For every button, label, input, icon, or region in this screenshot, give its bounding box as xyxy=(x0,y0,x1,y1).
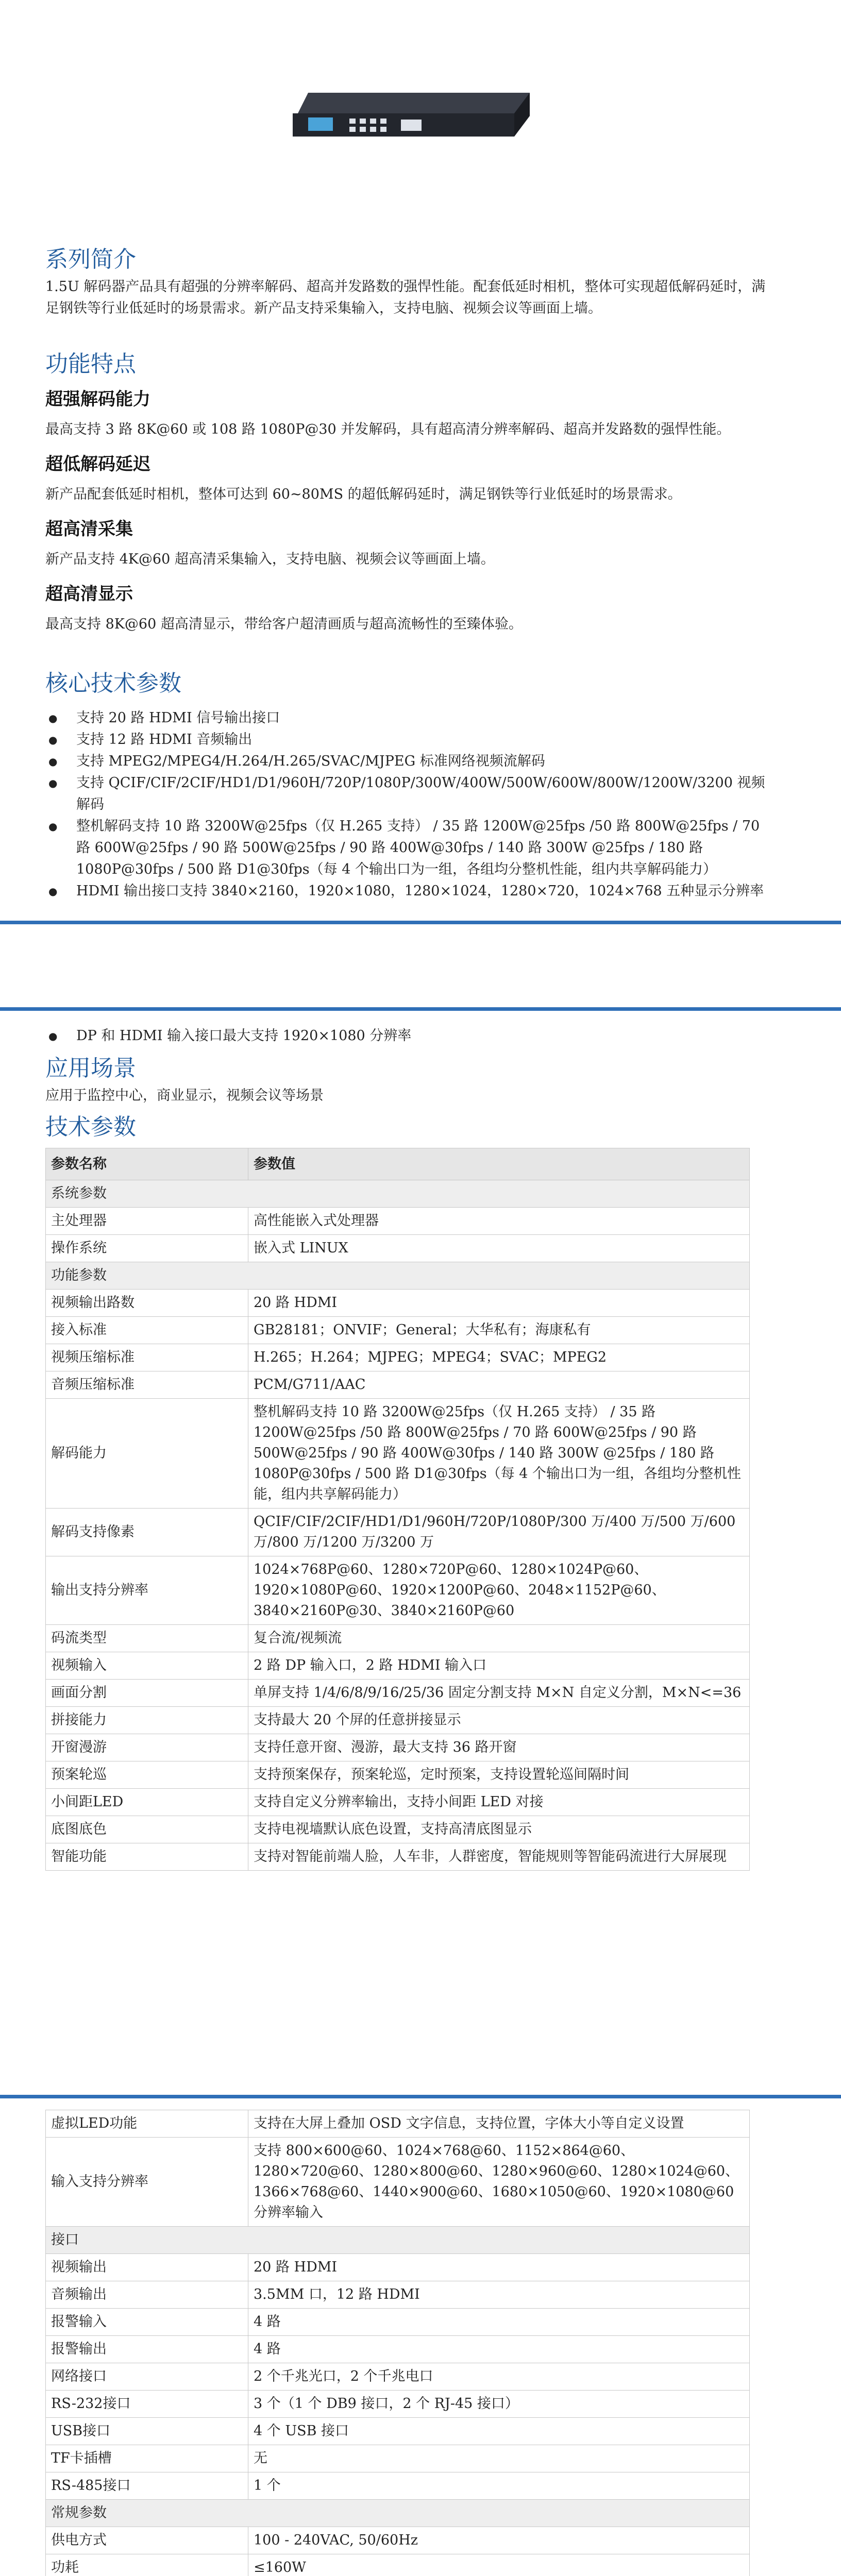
application-title: 应用场景 xyxy=(45,1055,136,1081)
param-name: 视频输入 xyxy=(46,1652,248,1680)
table-row xyxy=(46,1344,750,1371)
param-value: 无 xyxy=(248,2445,750,2472)
table-header xyxy=(46,1148,750,1180)
param-value: 4 路 xyxy=(248,2336,750,2363)
param-name: 音频压缩标准 xyxy=(46,1371,248,1399)
param-name: RS-232接口 xyxy=(46,2391,248,2418)
core-bullets-cont xyxy=(45,1025,777,1047)
param-value: 支持自定义分辨率输出，支持小间距 LED 对接 xyxy=(248,1789,750,1816)
param-name: 操作系统 xyxy=(46,1235,248,1262)
param-value: QCIF/CIF/2CIF/HD1/D1/960H/720P/1080P/300 万/400 万/500 万/600 万/800 万/1200 万/3200 万 xyxy=(248,1509,750,1556)
spec-table xyxy=(45,1148,750,1871)
table-row xyxy=(46,2138,750,2227)
param-value: 单屏支持 1/4/6/8/9/16/25/36 固定分割支持 M×N 自定义分割，M×N<=36 xyxy=(248,1680,750,1707)
features-section xyxy=(45,348,777,635)
param-value: GB28181；ONVIF；General；大华私有；海康私有 xyxy=(248,1317,750,1344)
feature-text: 最高支持 8K@60 超高清显示，带给客户超清画质与超高流畅性的至臻体验。 xyxy=(45,616,523,632)
group-row xyxy=(46,1262,750,1290)
list-item: ● 支持 20 路 HDMI 信号输出接口 xyxy=(45,707,777,729)
table-row xyxy=(46,1399,750,1509)
feature-heading: 超强解码能力 xyxy=(45,389,150,410)
param-value: 支持任意开窗、漫游，最大支持 36 路开窗 xyxy=(248,1734,750,1761)
param-value: 2 路 DP 输入口，2 路 HDMI 输入口 xyxy=(248,1652,750,1680)
core-title: 核心技术参数 xyxy=(45,670,181,697)
feature-heading: 超低解码延迟 xyxy=(45,454,150,474)
list-item: ● 支持 12 路 HDMI 音频输出 xyxy=(45,729,777,751)
group-label: 常规参数 xyxy=(46,2500,750,2527)
table-row xyxy=(46,2527,750,2554)
group-label: 系统参数 xyxy=(46,1180,750,1208)
param-name: 接入标准 xyxy=(46,1317,248,1344)
page-2 xyxy=(0,1025,841,2004)
param-value: 100 - 240VAC, 50/60Hz xyxy=(248,2527,750,2554)
table-row xyxy=(46,2363,750,2391)
spec-table-cont xyxy=(45,2110,750,2576)
page-divider xyxy=(0,2095,841,2098)
table-row xyxy=(46,2309,750,2336)
core-section xyxy=(45,667,777,902)
table-row xyxy=(46,2418,750,2445)
param-value: 支持在大屏上叠加 OSD 文字信息，支持位置，字体大小等自定义设置 xyxy=(248,2110,750,2138)
group-label: 接口 xyxy=(46,2227,750,2254)
table-row xyxy=(46,2254,750,2281)
param-name: 供电方式 xyxy=(46,2527,248,2554)
list-item: ● DP 和 HDMI 输入接口最大支持 1920×1080 分辨率 xyxy=(45,1025,777,1047)
param-name: 输入支持分辨率 xyxy=(46,2138,248,2227)
table-row xyxy=(46,2554,750,2576)
param-value: 支持最大 20 个屏的任意拼接显示 xyxy=(248,1707,750,1734)
table-row xyxy=(46,1235,750,1262)
param-name: TF卡插槽 xyxy=(46,2445,248,2472)
page-divider xyxy=(0,1007,841,1011)
param-value: 20 路 HDMI xyxy=(248,1290,750,1317)
page-3 xyxy=(0,2110,841,2576)
table-row xyxy=(46,1208,750,1235)
param-value: 整机解码支持 10 路 3200W@25fps（仅 H.265 支持） / 35 路 1200W@25fps /50 路 800W@25fps / 70 路 600W@25fps / 90 路 500W@25fps / 90 路 400W@30fps / 140 路 300W @25fps / 180 路 1080P@30fps / 500 路 D1@30fps（每 4 个输出口为一组，各组均分整机性能，组内共享解码能力） xyxy=(248,1399,750,1509)
feature-text: 新产品配套低延时相机，整体可达到 60~80MS 的超低解码延时，满足钢铁等行业低延时的场景需求。 xyxy=(45,486,682,502)
param-value: 嵌入式 LINUX xyxy=(248,1235,750,1262)
param-name: 解码能力 xyxy=(46,1399,248,1509)
table-row xyxy=(46,2391,750,2418)
table-row xyxy=(46,1816,750,1843)
param-value: 1024×768P@60、1280×720P@60、1280×1024P@60、1920×1080P@60、1920×1200P@60、2048×1152P@60、3840×2160P@30、3840×2160P@60 xyxy=(248,1556,750,1625)
table-row xyxy=(46,1843,750,1871)
table-row xyxy=(46,1371,750,1399)
table-row xyxy=(46,1556,750,1625)
param-value: 复合流/视频流 xyxy=(248,1625,750,1652)
param-name: 底图底色 xyxy=(46,1816,248,1843)
param-value: 支持预案保存，预案轮巡，定时预案，支持设置轮巡间隔时间 xyxy=(248,1761,750,1789)
param-value: PCM/G711/AAC xyxy=(248,1371,750,1399)
param-name: 功耗 xyxy=(46,2554,248,2576)
param-name: 智能功能 xyxy=(46,1843,248,1871)
param-value: 4 个 USB 接口 xyxy=(248,2418,750,2445)
group-label: 功能参数 xyxy=(46,1262,750,1290)
table-row xyxy=(46,2110,750,2138)
table-row xyxy=(46,1734,750,1761)
param-name: 视频输出路数 xyxy=(46,1290,248,1317)
group-row xyxy=(46,1180,750,1208)
list-item: ● 支持 QCIF/CIF/2CIF/HD1/D1/960H/720P/1080P/300W/400W/500W/600W/800W/1200W/3200 视频解码 xyxy=(45,772,777,816)
list-item: ● 整机解码支持 10 路 3200W@25fps（仅 H.265 支持） / 35 路 1200W@25fps /50 路 800W@25fps / 70 路 600W@25fps / 90 路 500W@25fps / 90 路 400W@30fps / 140 路 300W @25fps / 180 路 1080P@30fps / 500 路 D1@30fps（每 4 个输出口为一组，各组均分整机性能，组内共享解码能力） xyxy=(45,816,777,880)
table-row xyxy=(46,1317,750,1344)
table-row xyxy=(46,1509,750,1556)
table-row xyxy=(46,1652,750,1680)
feature-text: 最高支持 3 路 8K@60 或 108 路 1080P@30 并发解码，具有超高清分辨率解码、超高并发路数的强悍性能。 xyxy=(45,421,731,437)
param-name: RS-485接口 xyxy=(46,2472,248,2500)
page-divider xyxy=(0,921,841,924)
product-image xyxy=(288,88,530,139)
table-row xyxy=(46,1707,750,1734)
param-value: 4 路 xyxy=(248,2309,750,2336)
param-value: 2 个千兆光口，2 个千兆电口 xyxy=(248,2363,750,2391)
param-name: USB接口 xyxy=(46,2418,248,2445)
table-row xyxy=(46,1680,750,1707)
table-row xyxy=(46,2281,750,2309)
table-row xyxy=(46,1761,750,1789)
param-value: 支持 800×600@60、1024×768@60、1152×864@60、1280×720@60、1280×800@60、1280×960@60、1280×1024@60、1366×768@60、1440×900@60、1680×1050@60、1920×1080@60 分辨率输入 xyxy=(248,2138,750,2227)
features-title: 功能特点 xyxy=(45,351,136,377)
group-row xyxy=(46,2227,750,2254)
table-row xyxy=(46,2445,750,2472)
param-value: 支持电视墙默认底色设置，支持高清底图显示 xyxy=(248,1816,750,1843)
feature-heading: 超高清采集 xyxy=(45,519,133,539)
param-value: ≤160W xyxy=(248,2554,750,2576)
param-name: 音频输出 xyxy=(46,2281,248,2309)
header-value: 参数值 xyxy=(248,1148,750,1180)
param-name: 网络接口 xyxy=(46,2363,248,2391)
param-name: 报警输入 xyxy=(46,2309,248,2336)
header-name: 参数名称 xyxy=(46,1148,248,1180)
table-row xyxy=(46,1789,750,1816)
table-row xyxy=(46,2472,750,2500)
param-value: 3.5MM 口，12 路 HDMI xyxy=(248,2281,750,2309)
list-item: ● 支持 MPEG2/MPEG4/H.264/H.265/SVAC/MJPEG 标准网络视频流解码 xyxy=(45,751,777,772)
param-name: 报警输出 xyxy=(46,2336,248,2363)
core-bullets xyxy=(45,707,777,902)
param-value: 1 个 xyxy=(248,2472,750,2500)
page-1 xyxy=(0,0,841,933)
table-row xyxy=(46,2336,750,2363)
param-name: 画面分割 xyxy=(46,1680,248,1707)
param-name: 小间距LED xyxy=(46,1789,248,1816)
param-name: 输出支持分辨率 xyxy=(46,1556,248,1625)
param-name: 预案轮巡 xyxy=(46,1761,248,1789)
intro-text: 1.5U 解码器产品具有超强的分辨率解码、超高并发路数的强悍性能。配套低延时相机，整体可实现超低解码延时，满足钢铁等行业低延时的场景需求。新产品支持采集输入，支持电脑、视频会议等画面上墙。 xyxy=(45,279,766,316)
spec-title: 技术参数 xyxy=(45,1114,136,1140)
param-name: 开窗漫游 xyxy=(46,1734,248,1761)
table-row xyxy=(46,1290,750,1317)
intro-title: 系列简介 xyxy=(45,246,136,273)
param-name: 码流类型 xyxy=(46,1625,248,1652)
param-name: 解码支持像素 xyxy=(46,1509,248,1556)
param-name: 拼接能力 xyxy=(46,1707,248,1734)
param-value: H.265；H.264；MJPEG；MPEG4；SVAC；MPEG2 xyxy=(248,1344,750,1371)
param-name: 虚拟LED功能 xyxy=(46,2110,248,2138)
table-row xyxy=(46,1625,750,1652)
param-value: 高性能嵌入式处理器 xyxy=(248,1208,750,1235)
param-value: 3 个（1 个 DB9 接口，2 个 RJ-45 接口） xyxy=(248,2391,750,2418)
intro-section xyxy=(45,243,777,319)
list-item: ● HDMI 输出接口支持 3840×2160，1920×1080，1280×1024，1280×720，1024×768 五种显示分辨率 xyxy=(45,880,777,902)
application-text: 应用于监控中心，商业显示，视频会议等场景 xyxy=(45,1088,324,1104)
group-row xyxy=(46,2500,750,2527)
param-value: 支持对智能前端人脸，人车非，人群密度，智能规则等智能码流进行大屏展现 xyxy=(248,1843,750,1871)
param-value: 20 路 HDMI xyxy=(248,2254,750,2281)
param-name: 视频输出 xyxy=(46,2254,248,2281)
feature-heading: 超高清显示 xyxy=(45,584,133,604)
feature-text: 新产品支持 4K@60 超高清采集输入，支持电脑、视频会议等画面上墙。 xyxy=(45,551,495,567)
param-name: 视频压缩标准 xyxy=(46,1344,248,1371)
param-name: 主处理器 xyxy=(46,1208,248,1235)
